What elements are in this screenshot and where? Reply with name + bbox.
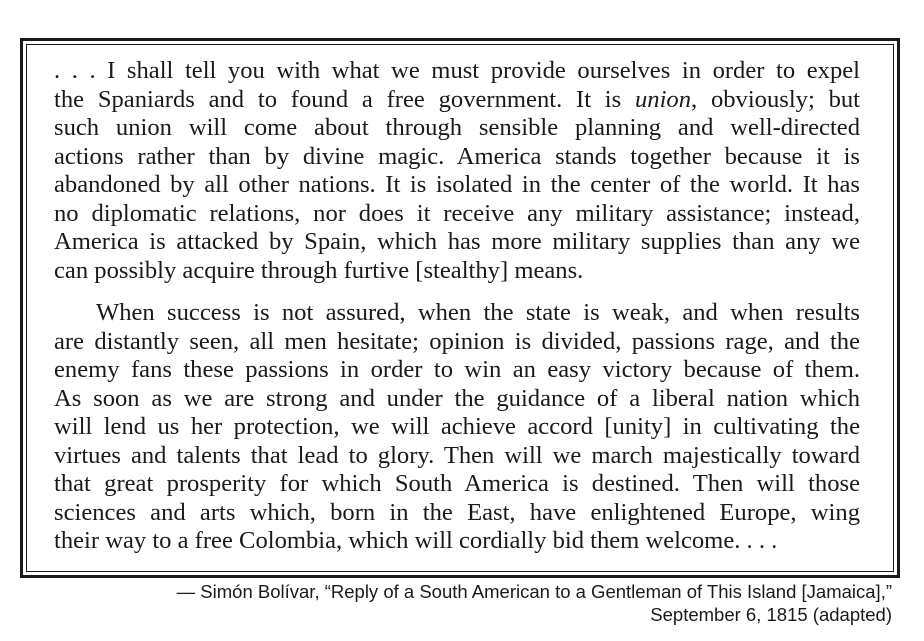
- text-line: such union will come about through sensible planning and well-directed: [54, 114, 860, 141]
- text-line: no diplomatic relations, nor does it receive any military assistance; instead,: [54, 199, 860, 227]
- paragraph-1: [54, 57, 860, 285]
- text-line: abandoned by all other nations. It is isolated in the center of the world. It has: [54, 171, 860, 198]
- text-line: are distantly seen, all men hesitate; opinion is divided, passions rage, and the: [54, 327, 860, 355]
- text-line: virtues and talents that lead to glory. Then will we march majestically toward: [54, 441, 860, 469]
- emphasis-union: union: [634, 85, 692, 113]
- text-line: their way to a free Colombia, which will cordially bid them welcome. . . .: [54, 527, 778, 554]
- text-line: When success is not assured, when the state is weak, and when results: [96, 299, 860, 326]
- text-line: sciences and arts which, born in the East, have enlightened Europe, wing: [54, 498, 860, 526]
- quoted-passage: [54, 57, 860, 556]
- text-segment: the Spaniards and to found a free government. It is: [54, 85, 635, 113]
- text-line: actions rather than by divine magic. America stands together because it is: [54, 142, 860, 170]
- citation-author-title: — Simón Bolívar, “Reply of a South American to a Gentleman of This Island [Jamaica],”: [176, 581, 892, 602]
- citation-date: September 6, 1815 (adapted): [650, 604, 892, 625]
- text-line: that great prosperity for which South America is destined. Then will those: [54, 470, 860, 497]
- text-line: As soon as we are strong and under the guidance of a liberal nation which: [54, 384, 860, 412]
- text-line: America is attacked by Spain, which has more military supplies than any we: [54, 228, 860, 255]
- text-line: enemy fans these passions in order to win an easy victory because of them.: [54, 356, 860, 383]
- source-citation: [177, 580, 892, 626]
- paragraph-2: [54, 299, 860, 556]
- text-segment: , obviously; but: [691, 85, 860, 113]
- text-line: will lend us her protection, we will achieve accord [unity] in cultivating the: [54, 413, 860, 440]
- text-line: [54, 86, 860, 115]
- text-line: . . . I shall tell you with what we must provide ourselves in order to expel: [54, 57, 860, 84]
- text-line: can possibly acquire through furtive [stealthy] means.: [54, 256, 584, 284]
